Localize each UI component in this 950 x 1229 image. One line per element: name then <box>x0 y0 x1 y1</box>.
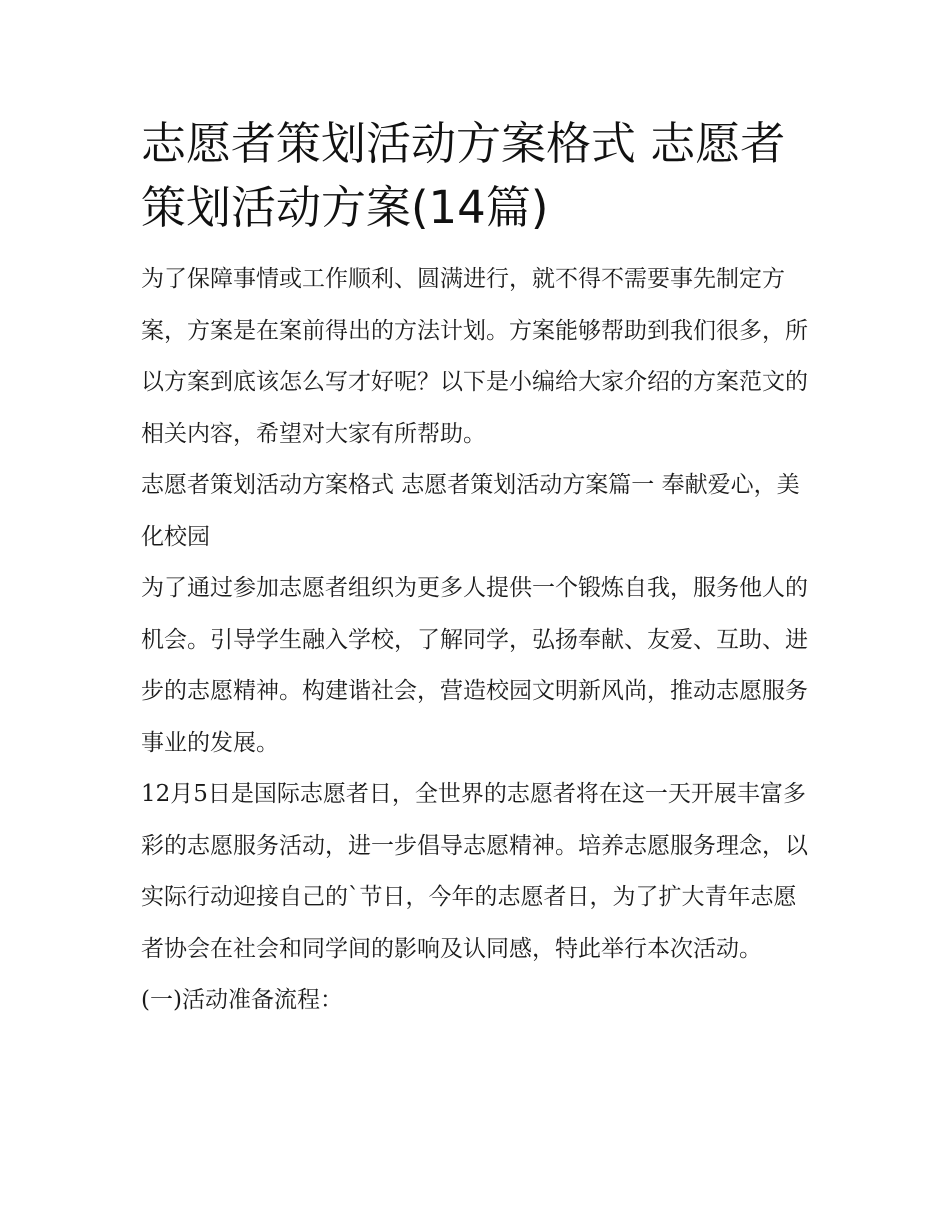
document-title: 志愿者策划活动方案格式 志愿者策划活动方案(14篇) <box>141 117 786 234</box>
intro-paragraph: 为了保障事情或工作顺利、圆满进行，就不得不需要事先制定方案，方案是在案前得出的方法计划。方案能够帮助到我们很多，所以方案到底该怎么写才好呢？以下是小编给大家介绍的方案范文的相关内容，希望对大家有所帮助。 <box>141 266 808 447</box>
background-paragraph: 12月5日是国际志愿者日，全世界的志愿者将在这一天开展丰富多彩的志愿服务活动，进一步倡导志愿精神。培养志愿服务理念，以实际行动迎接自己的`节日，今年的志愿者日，为了扩大青年志愿者协会在社会和同学间的影响及认同感，特此举行本次活动。 <box>141 781 808 962</box>
document-page <box>141 112 813 1027</box>
purpose-paragraph: 为了通过参加志愿者组织为更多人提供一个锻炼自我，服务他人的机会。引导学生融入学校，了解同学，弘扬奉献、友爱、互助、进步的志愿精神。构建谐社会，营造校园文明新风尚，推动志愿服务事业的发展。 <box>141 575 808 756</box>
section-heading: 志愿者策划活动方案格式 志愿者策划活动方案篇一 奉献爱心，美化校园 <box>141 472 800 550</box>
subsection-heading: (一)活动准备流程： <box>141 987 343 1013</box>
